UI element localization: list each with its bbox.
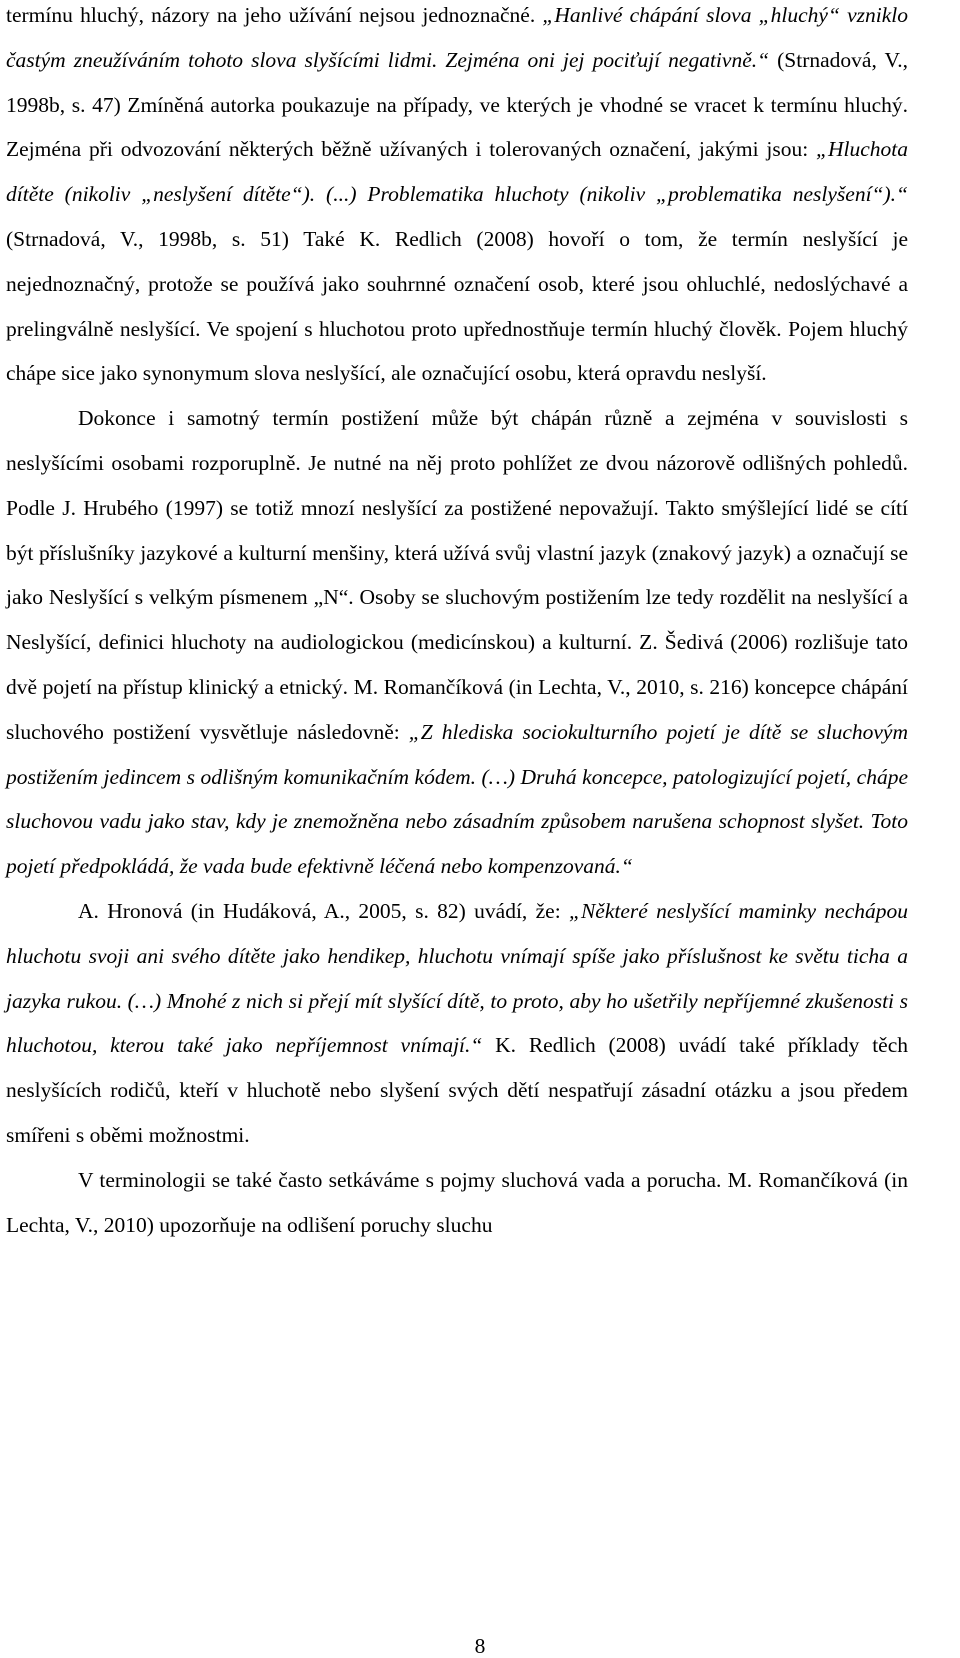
italic-quote: „Hluchota dítěte (nikoliv „neslyšení dítěte“). (...) Problematika hluchoty (nikoliv „problematika neslyšení“).“ xyxy=(6,137,908,207)
paragraph-4 xyxy=(6,1158,908,1248)
italic-quote: „Hanlivé chápání slova „hluchý“ vzniklo častým zneužíváním tohoto slova slyšícími lidmi. Zejména oni jej pociťují negativně.“ xyxy=(6,3,908,72)
text-run: termínu hluchý, názory na jeho užívání nejsou jednoznačné. xyxy=(6,3,543,27)
text-run: (Strnadová, V., 1998b, s. 47) Zmíněná autorka poukazuje na případy, ve kterých je vhodné se vracet k termínu hluchý. Zejména při odvozování některých běžně užívaných i tolerovaných označení, jakými jsou: xyxy=(6,47,909,162)
page-number: 8 xyxy=(474,1634,486,1658)
text-run: A. Hronová (in Hudáková, A., 2005, s. 82) uvádí, že: xyxy=(78,898,569,923)
document-page xyxy=(6,0,908,1247)
paragraph-2 xyxy=(6,396,908,889)
text-run: V terminologii se také často setkáváme s pojmy sluchová vada a porucha. M. Romančíková (in Lechta, V., 2010) upozorňuje na odlišení poruchy sluchu xyxy=(6,1167,908,1237)
text-run: K. Redlich (2008) uvádí také příklady těch neslyšících rodičů, kteří v hluchotě nebo slyšení svých dětí nespatřují zásadní otázku a jsou předem smířeni s oběmi možnostmi. xyxy=(6,1033,909,1147)
paragraph-1 xyxy=(6,0,908,396)
paragraph-3 xyxy=(6,889,908,1158)
italic-quote: „Některé neslyšící maminky nechápou hluchotu svoji ani svého dítěte jako hendikep, hluchotu vnímají spíše jako příslušnost ke světu ticha a jazyka rukou. (…) Mnohé z nich si přejí mít slyšící dítě, to proto, aby ho ušetřily nepříjemné zkušenosti s hluchotou, kterou také jako nepříjemnost vnímají.“ xyxy=(6,898,908,1058)
text-run: Dokonce i samotný termín postižení může být chápán různě a zejména v souvislosti s neslyšícími osobami rozporuplně. Je nutné na něj proto pohlížet ze dvou názorově odlišných pohledů. Podle J. Hrubého (1997) se totiž mnozí neslyšící za postižené nepovažují. Takto smýšlející lidé se cítí být příslušníky jazykové a kulturní menšiny, která užívá svůj vlastní jazyk (znakový jazyk) a označují se jako Neslyšící s velkým písmenem „N“. Osoby se sluchovým postižením lze tedy rozdělit na neslyšící a Neslyšící, definici hluchoty na audiologickou (medicínskou) a kulturní. Z. Šedivá (2006) rozlišuje tato dvě pojetí na přístup klinický a etnický. M. Romančíková (in Lechta, V., 2010, s. 216) koncepce chápání sluchového postižení vysvětluje následovně: xyxy=(6,406,908,744)
text-run: (Strnadová, V., 1998b, s. 51) Také K. Redlich (2008) hovoří o tom, že termín neslyšící je nejednoznačný, protože se používá jako souhrnné označení osob, které jsou ohluchlé, nedoslýchavé a prelingválně neslyšící. Ve spojení s hluchotou proto upřednostňuje termín hluchý člověk. Pojem hluchý chápe sice jako synonymum slova neslyšící, ale označující osobu, která opravdu neslyší. xyxy=(6,226,908,386)
italic-quote: „Z hlediska sociokulturního pojetí je dítě se sluchovým postižením jedincem s odlišným komunikačním kódem. (…) Druhá koncepce, patologizující pojetí, chápe sluchovou vadu jako stav, kdy je znemožněna nebo zásadním způsobem narušena schopnost slyšet. Toto pojetí předpokládá, že vada bude efektivně léčená nebo kompenzovaná.“ xyxy=(6,719,908,879)
